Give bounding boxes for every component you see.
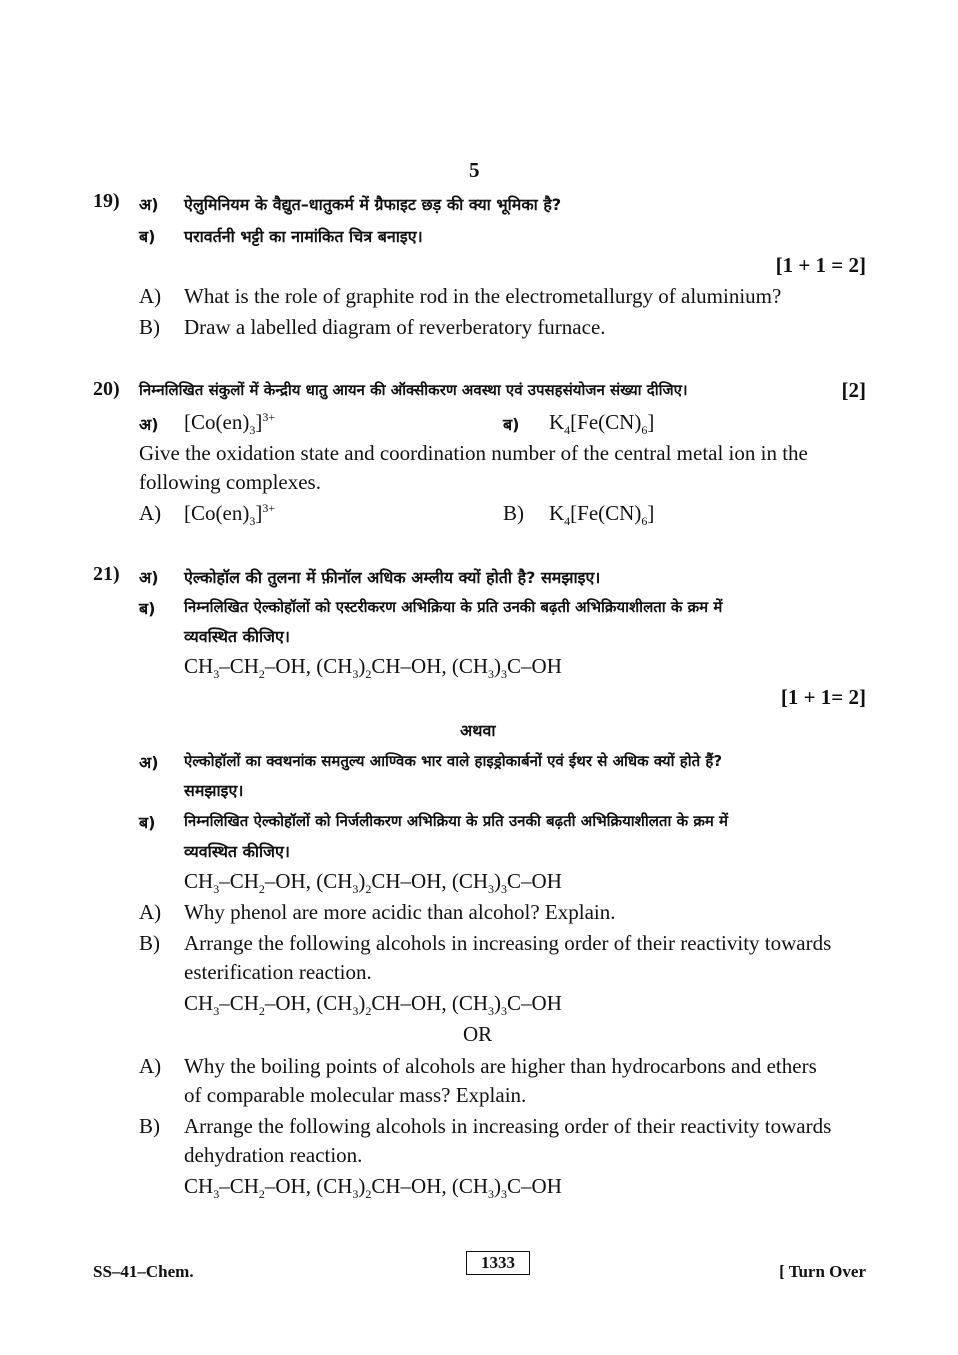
- q21-formula-3: $CH_3-CH_2-OH$, $(CH_3)_2CH-OH$, $(CH_3)_3C-OH$: [184, 991, 562, 1019]
- q21-marks: [1 + 1= 2]: [780, 685, 866, 709]
- q21-en-b-label: B): [139, 931, 160, 955]
- q20-en-line1: Give the oxidation state and coordination number of the central metal ion in the: [139, 441, 808, 465]
- q21-hi-b-line2: व्यवस्थित कीजिए।: [184, 627, 290, 646]
- q21-or: OR: [463, 1022, 493, 1046]
- q19-hi-a-text: ऐलुमिनियम के वैद्युत–धातुकर्म में ग्रैफाइट छड़ की क्या भूमिका है?: [184, 195, 562, 214]
- q21-hi-a-label: अ): [139, 568, 159, 587]
- q21-en-a-label: A): [139, 900, 162, 924]
- q20-en-b-formula: $K_4[Fe(CN)_6]$: [549, 501, 655, 529]
- q21-formula-1: $CH_3-CH_2-OH$, $(CH_3)_2CH-OH$, $(CH_3)_3C-OH$: [184, 654, 562, 682]
- q19-en-a-label: A): [139, 284, 162, 308]
- q20-en-b-label: B): [503, 501, 524, 525]
- q21-formula-2: $CH_3-CH_2-OH$, $(CH_3)_2CH-OH$, $(CH_3)_3C-OH$: [184, 869, 562, 897]
- q19-hi-a-label: अ): [139, 195, 159, 214]
- q21-athva: अथवा: [460, 721, 496, 740]
- q21-hi-c-line2: समझाइए।: [184, 781, 244, 800]
- q21-hi-d-line2: व्यवस्थित कीजिए।: [184, 842, 290, 861]
- q20-en-a-formula: $[Co(en)_3]^{3+}$: [184, 501, 276, 529]
- q21-en-d-line2: dehydration reaction.: [184, 1143, 363, 1167]
- footer-page-code: 1333: [466, 1251, 530, 1275]
- q21-formula-4: $CH_3-CH_2-OH$, $(CH_3)_2CH-OH$, $(CH_3)_3C-OH$: [184, 1174, 562, 1202]
- q20-hi-b-formula: $K_4[Fe(CN)_6]$: [549, 410, 655, 438]
- q20-number: 20): [93, 378, 120, 400]
- q19-number: 19): [93, 190, 120, 212]
- q21-hi-d-label: ब): [139, 813, 156, 832]
- q19-hi-b-text: परावर्तनी भट्टी का नामांकित चित्र बनाइए।: [184, 227, 423, 246]
- q19-marks: [1 + 1 = 2]: [775, 253, 866, 277]
- q21-hi-a-text: ऐल्कोहॉल की तुलना में फ़ीनॉल अधिक अम्लीय क्यों होती है? समझाइए।: [184, 568, 601, 587]
- q21-number: 21): [93, 563, 120, 585]
- q19-hi-b-label: ब): [139, 227, 156, 246]
- q20-en-a-label: A): [139, 501, 162, 525]
- footer-subject-code: SS–41–Chem.: [93, 1262, 194, 1281]
- q21-hi-c-line1: ऐल्कोहॉलों का क्वथनांक समतुल्य आण्विक भार वाले हाइड्रोकार्बनों एवं ईथर से अधिक क्यों होते हैं?: [184, 752, 723, 770]
- q21-en-d-label: B): [139, 1114, 160, 1138]
- q21-en-c-line1: Why the boiling points of alcohols are higher than hydrocarbons and ethers: [184, 1054, 817, 1078]
- q20-hi-a-formula: $[Co(en)_3]^{3+}$: [184, 410, 276, 438]
- q20-hi-text: निम्नलिखित संकुलों में केन्द्रीय धातु आयन की ऑक्सीकरण अवस्था एवं उपसहसंयोजन संख्या दीजिए।: [139, 381, 688, 399]
- q21-en-d-line1: Arrange the following alcohols in increasing order of their reactivity towards: [184, 1114, 832, 1138]
- q20-en-line2: following complexes.: [139, 470, 321, 494]
- q19-en-b-label: B): [139, 315, 160, 339]
- page-number: 5: [469, 158, 480, 182]
- q19-en-a-text: What is the role of graphite rod in the electrometallurgy of aluminium?: [184, 284, 782, 308]
- q21-hi-b-line1: निम्नलिखित ऐल्कोहॉलों को एस्टरीकरण अभिक्रिया के प्रति उनकी बढ़ती अभिक्रियाशीलता के क्रम में: [184, 598, 723, 616]
- q21-en-b-line2: esterification reaction.: [184, 960, 372, 984]
- q21-en-b-line1: Arrange the following alcohols in increasing order of their reactivity towards: [184, 931, 832, 955]
- q20-hi-a-label: अ): [139, 415, 159, 434]
- q21-hi-b-label: ब): [139, 599, 156, 618]
- q21-en-c-label: A): [139, 1054, 162, 1078]
- q19-en-b-text: Draw a labelled diagram of reverberatory furnace.: [184, 315, 606, 339]
- q21-en-c-line2: of comparable molecular mass? Explain.: [184, 1083, 527, 1107]
- q20-marks: [2]: [841, 378, 866, 402]
- footer-turn-over: [ Turn Over: [779, 1262, 866, 1281]
- q21-hi-d-line1: निम्नलिखित ऐल्कोहॉलों को निर्जलीकरण अभिक्रिया के प्रति उनकी बढ़ती अभिक्रियाशीलता के क्रम में: [184, 812, 729, 830]
- q21-en-a-text: Why phenol are more acidic than alcohol? Explain.: [184, 900, 616, 924]
- q21-hi-c-label: अ): [139, 753, 159, 772]
- q20-hi-b-label: ब): [503, 415, 520, 434]
